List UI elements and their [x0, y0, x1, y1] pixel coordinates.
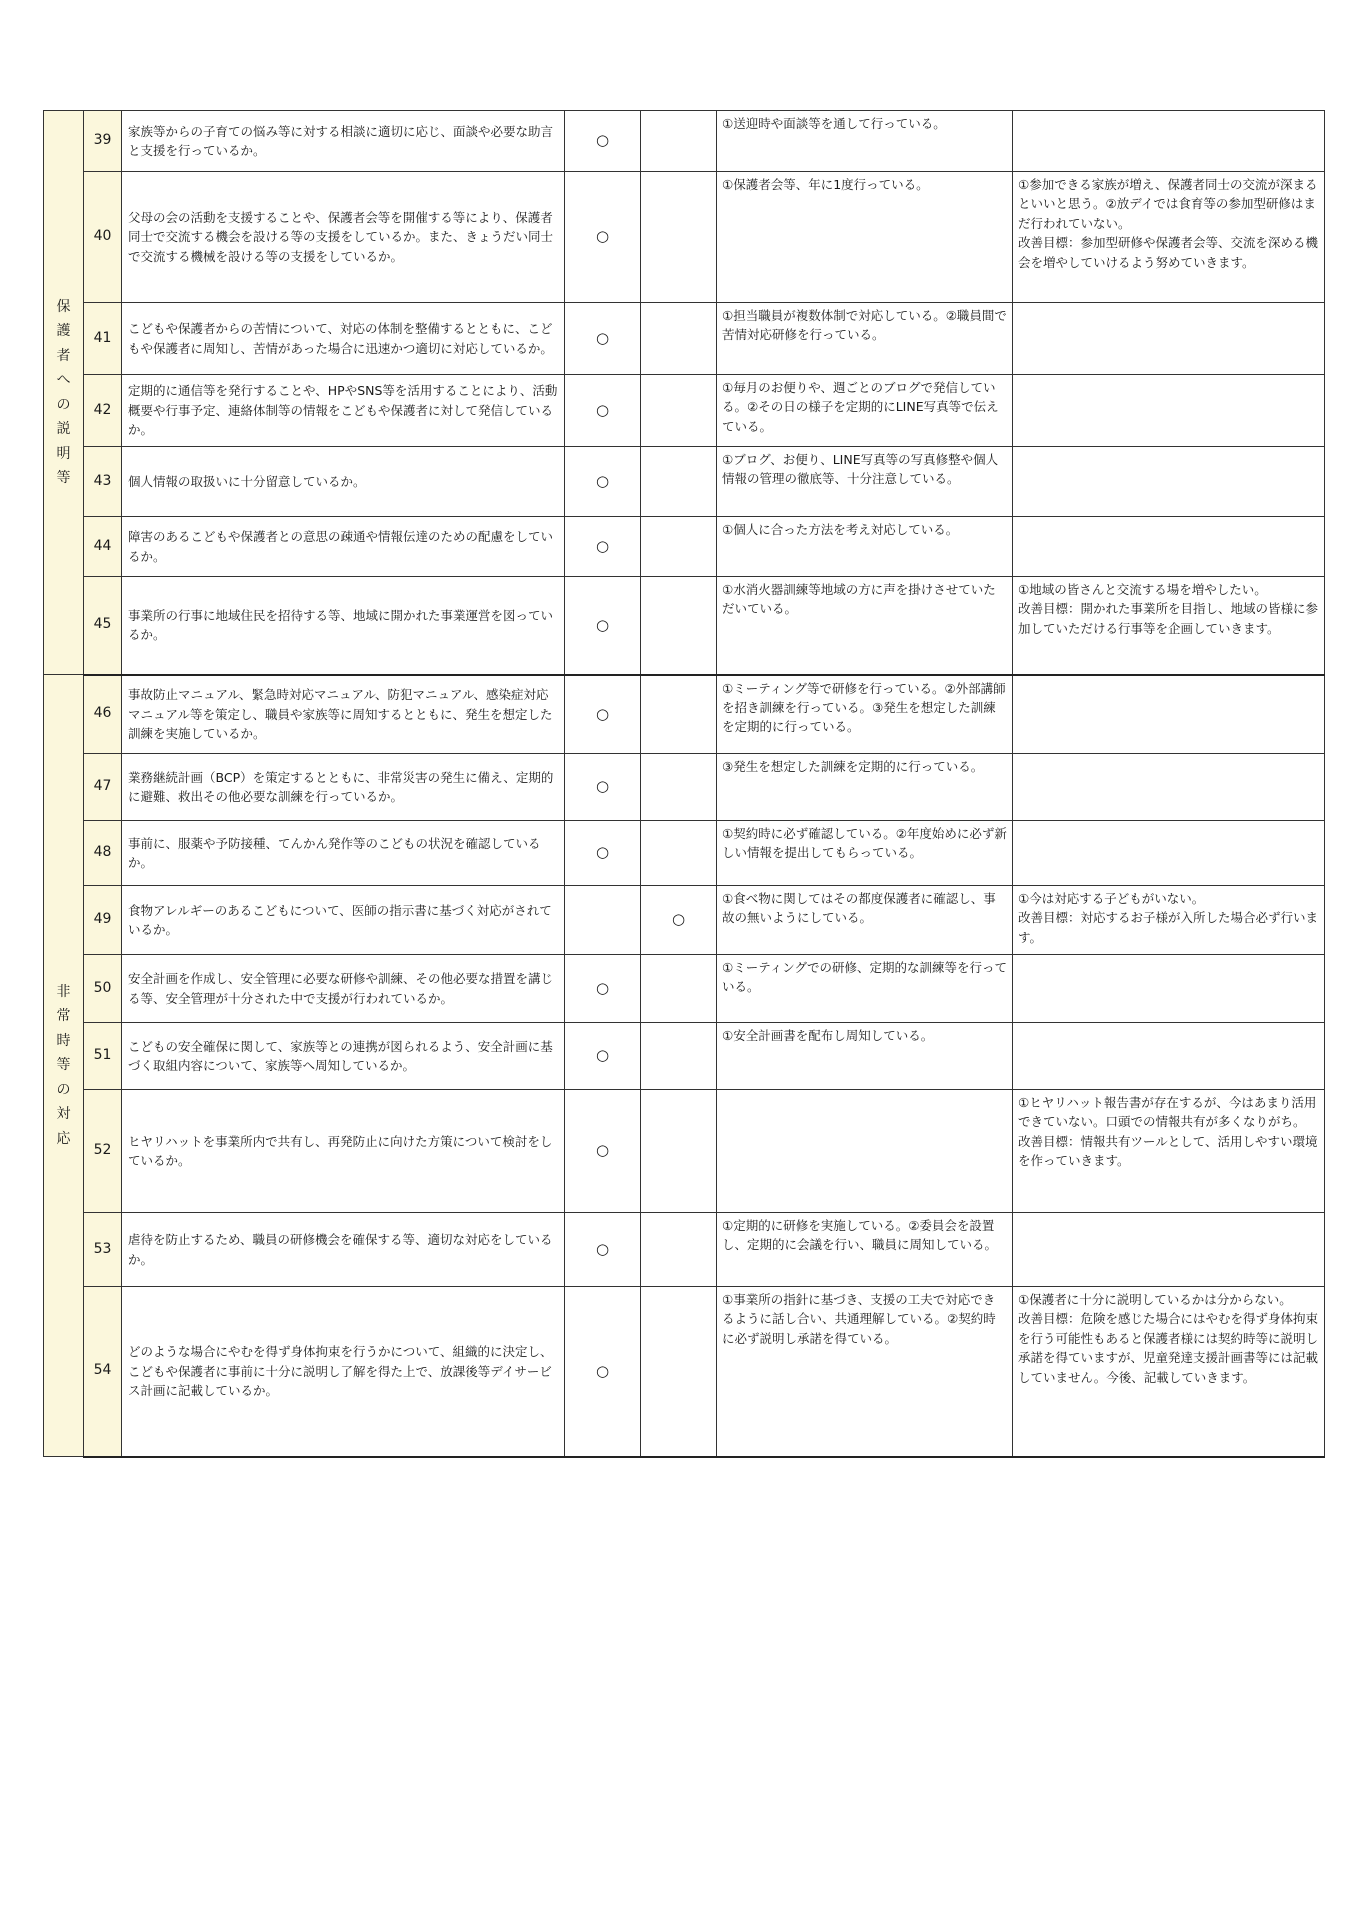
table-row [44, 172, 1325, 303]
category-label [44, 675, 84, 1457]
check-no-mark [641, 754, 717, 821]
improvement-cell: ①今は対応する子どもがいない。 改善目標：対応するお子様が入所した場合必ず行います。 [1013, 886, 1325, 955]
item-number: 54 [84, 1287, 122, 1457]
comment-cell: ③発生を想定した訓練を定期的に行っている。 [717, 754, 1013, 821]
table-row [44, 1090, 1325, 1213]
check-no-mark [641, 821, 717, 886]
comment-cell: ①毎月のお便りや、週ごとのブログで発信している。②その日の様子を定期的にLINE写真等で伝えている。 [717, 375, 1013, 447]
item-question: こどもの安全確保に関して、家族等との連携が図られるよう、安全計画に基づく取組内容について、家族等へ周知しているか。 [122, 1023, 565, 1090]
table-row [44, 447, 1325, 517]
item-number: 48 [84, 821, 122, 886]
category-label-text: 保護者への説明等 [56, 298, 71, 486]
check-no-mark [641, 1287, 717, 1457]
comment-cell: ①個人に合った方法を考え対応している。 [717, 517, 1013, 577]
improvement-cell: ①保護者に十分に説明しているかは分からない。 改善目標：危険を感じた場合にはやむを得ず身体拘束を行う可能性もあると保護者様には契約時等に説明し承諾を得ていますが、児童発達支援計画書等には記載していません。今後、記載していきます。 [1013, 1287, 1325, 1457]
comment-cell: ①担当職員が複数体制で対応している。②職員間で苦情対応研修を行っている。 [717, 303, 1013, 375]
improvement-cell: ①ヒヤリハット報告書が存在するが、今はあまり活用できていない。口頭での情報共有が多くなりがち。 改善目標：情報共有ツールとして、活用しやすい環境を作っていきます。 [1013, 1090, 1325, 1213]
check-yes-mark: ○ [565, 1023, 641, 1090]
item-number: 41 [84, 303, 122, 375]
comment-cell: ①ミーティング等で研修を行っている。②外部講師を招き訓練を行っている。③発生を想定した訓練を定期的に行っている。 [717, 675, 1013, 754]
check-no-mark [641, 172, 717, 303]
item-question: 家族等からの子育ての悩み等に対する相談に適切に応じ、面談や必要な助言と支援を行っているか。 [122, 111, 565, 172]
improvement-cell [1013, 447, 1325, 517]
table-row [44, 375, 1325, 447]
item-question: こどもや保護者からの苦情について、対応の体制を整備するとともに、こどもや保護者に周知し、苦情があった場合に迅速かつ適切に対応しているか。 [122, 303, 565, 375]
item-number: 47 [84, 754, 122, 821]
item-number: 39 [84, 111, 122, 172]
table-row [44, 955, 1325, 1023]
item-number: 51 [84, 1023, 122, 1090]
comment-cell: ①事業所の指針に基づき、支援の工夫で対応できるように話し合い、共通理解している。②契約時に必ず説明し承諾を得ている。 [717, 1287, 1013, 1457]
check-yes-mark: ○ [565, 375, 641, 447]
item-number: 40 [84, 172, 122, 303]
check-no-mark [641, 955, 717, 1023]
item-number: 50 [84, 955, 122, 1023]
item-number: 52 [84, 1090, 122, 1213]
improvement-cell [1013, 1023, 1325, 1090]
improvement-cell [1013, 1213, 1325, 1287]
item-question: 安全計画を作成し、安全管理に必要な研修や訓練、その他必要な措置を講じる等、安全管理が十分された中で支援が行われているか。 [122, 955, 565, 1023]
check-yes-mark: ○ [565, 821, 641, 886]
item-number: 45 [84, 577, 122, 675]
item-question: 事故防止マニュアル、緊急時対応マニュアル、防犯マニュアル、感染症対応マニュアル等を策定し、職員や家族等に周知するとともに、発生を想定した訓練を実施しているか。 [122, 675, 565, 754]
improvement-cell [1013, 754, 1325, 821]
item-number: 46 [84, 675, 122, 754]
category-label [44, 111, 84, 675]
check-yes-mark: ○ [565, 754, 641, 821]
comment-cell: ①水消火器訓練等地域の方に声を掛けさせていただいている。 [717, 577, 1013, 675]
table-row [44, 821, 1325, 886]
item-question: 定期的に通信等を発行することや、HPやSNS等を活用することにより、活動概要や行事予定、連絡体制等の情報をこどもや保護者に対して発信しているか。 [122, 375, 565, 447]
comment-cell: ①ブログ、お便り、LINE写真等の写真修整や個人情報の管理の徹底等、十分注意している。 [717, 447, 1013, 517]
table-row [44, 1213, 1325, 1287]
check-yes-mark [565, 886, 641, 955]
item-number: 53 [84, 1213, 122, 1287]
item-question: 個人情報の取扱いに十分留意しているか。 [122, 447, 565, 517]
table-row [44, 1287, 1325, 1457]
check-no-mark [641, 303, 717, 375]
improvement-cell [1013, 111, 1325, 172]
check-yes-mark: ○ [565, 447, 641, 517]
check-no-mark [641, 1090, 717, 1213]
check-no-mark [641, 577, 717, 675]
comment-cell: ①契約時に必ず確認している。②年度始めに必ず新しい情報を提出してもらっている。 [717, 821, 1013, 886]
table-row [44, 886, 1325, 955]
item-number: 43 [84, 447, 122, 517]
comment-cell: ①保護者会等、年に1度行っている。 [717, 172, 1013, 303]
check-yes-mark: ○ [565, 955, 641, 1023]
table-row [44, 675, 1325, 754]
item-question: 障害のあるこどもや保護者との意思の疎通や情報伝達のための配慮をしているか。 [122, 517, 565, 577]
table-row [44, 754, 1325, 821]
item-question: どのような場合にやむを得ず身体拘束を行うかについて、組織的に決定し、こどもや保護者に事前に十分に説明し了解を得た上で、放課後等デイサービス計画に記載しているか。 [122, 1287, 565, 1457]
check-yes-mark: ○ [565, 675, 641, 754]
comment-cell: ①安全計画書を配布し周知している。 [717, 1023, 1013, 1090]
check-no-mark [641, 517, 717, 577]
improvement-cell [1013, 303, 1325, 375]
check-no-mark [641, 1023, 717, 1090]
table-row [44, 1023, 1325, 1090]
check-no-mark [641, 1213, 717, 1287]
comment-cell: ①送迎時や面談等を通して行っている。 [717, 111, 1013, 172]
improvement-cell [1013, 821, 1325, 886]
check-yes-mark: ○ [565, 1090, 641, 1213]
comment-cell: ①食べ物に関してはその都度保護者に確認し、事故の無いようにしている。 [717, 886, 1013, 955]
item-question: 業務継続計画（BCP）を策定するとともに、非常災害の発生に備え、定期的に避難、救出その他必要な訓練を行っているか。 [122, 754, 565, 821]
check-no-mark [641, 447, 717, 517]
comment-cell [717, 1090, 1013, 1213]
table-row [44, 517, 1325, 577]
improvement-cell: ①地域の皆さんと交流する場を増やしたい。 改善目標：開かれた事業所を目指し、地域の皆様に参加していただける行事等を企画していきます。 [1013, 577, 1325, 675]
comment-cell: ①ミーティングでの研修、定期的な訓練等を行っている。 [717, 955, 1013, 1023]
table-row [44, 577, 1325, 675]
improvement-cell [1013, 675, 1325, 754]
item-number: 42 [84, 375, 122, 447]
check-yes-mark: ○ [565, 517, 641, 577]
improvement-cell [1013, 375, 1325, 447]
check-yes-mark: ○ [565, 111, 641, 172]
check-yes-mark: ○ [565, 1287, 641, 1457]
evaluation-table [43, 110, 1325, 1458]
check-yes-mark: ○ [565, 577, 641, 675]
table-row [44, 303, 1325, 375]
check-no-mark [641, 111, 717, 172]
improvement-cell [1013, 955, 1325, 1023]
check-yes-mark: ○ [565, 172, 641, 303]
item-question: 事前に、服薬や予防接種、てんかん発作等のこどもの状況を確認しているか。 [122, 821, 565, 886]
improvement-cell [1013, 517, 1325, 577]
item-question: 事業所の行事に地域住民を招待する等、地域に開かれた事業運営を図っているか。 [122, 577, 565, 675]
table-row [44, 111, 1325, 172]
item-question: 食物アレルギーのあるこどもについて、医師の指示書に基づく対応がされているか。 [122, 886, 565, 955]
check-no-mark [641, 375, 717, 447]
item-number: 49 [84, 886, 122, 955]
check-yes-mark: ○ [565, 303, 641, 375]
improvement-cell: ①参加できる家族が増え、保護者同士の交流が深まるといいと思う。②放デイでは食育等の参加型研修はまだ行われていない。 改善目標：参加型研修や保護者会等、交流を深める機会を増やしていけるよう努めていきます。 [1013, 172, 1325, 303]
check-no-mark [641, 675, 717, 754]
comment-cell: ①定期的に研修を実施している。②委員会を設置し、定期的に会議を行い、職員に周知している。 [717, 1213, 1013, 1287]
item-number: 44 [84, 517, 122, 577]
check-yes-mark: ○ [565, 1213, 641, 1287]
category-label-text: 非常時等の対応 [56, 983, 71, 1147]
check-no-mark: ○ [641, 886, 717, 955]
item-question: 父母の会の活動を支援することや、保護者会等を開催する等により、保護者同士で交流する機会を設ける等の支援をしているか。また、きょうだい同士で交流する機械を設ける等の支援をしているか。 [122, 172, 565, 303]
item-question: ヒヤリハットを事業所内で共有し、再発防止に向けた方策について検討をしているか。 [122, 1090, 565, 1213]
item-question: 虐待を防止するため、職員の研修機会を確保する等、適切な対応をしているか。 [122, 1213, 565, 1287]
